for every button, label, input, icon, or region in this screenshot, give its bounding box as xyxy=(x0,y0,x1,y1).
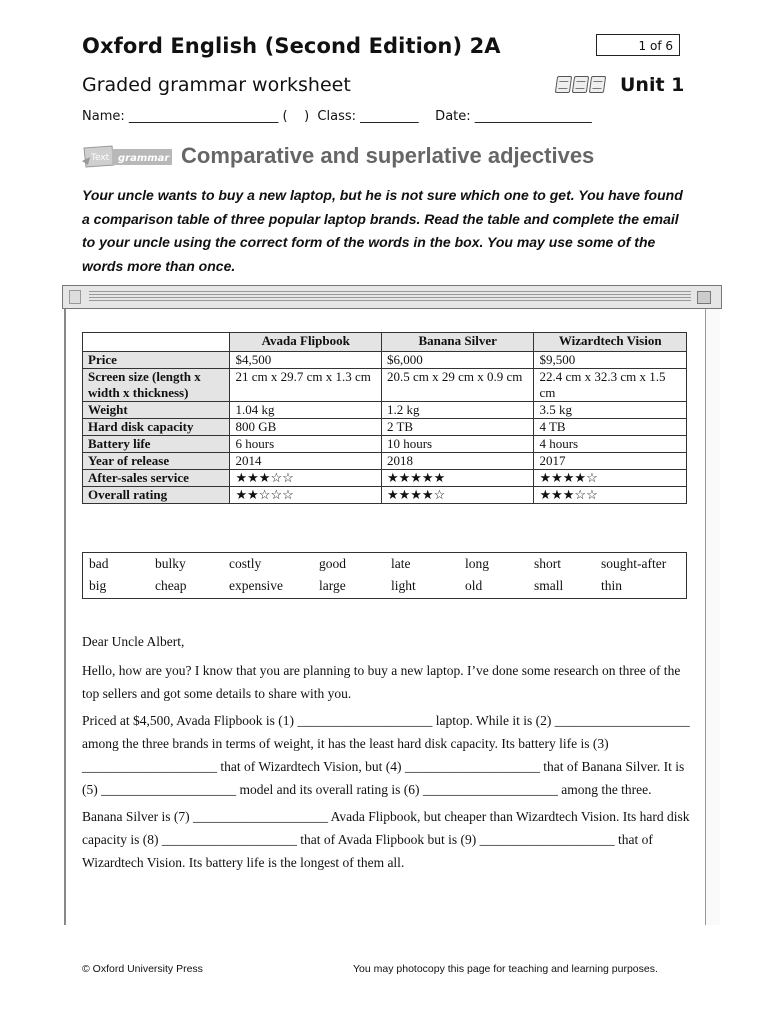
table-header: Wizardtech Vision xyxy=(534,333,687,352)
unit-level-icons xyxy=(556,76,605,93)
table-cell: 2017 xyxy=(534,453,687,470)
row-label: Hard disk capacity xyxy=(83,419,230,436)
table-row xyxy=(83,369,687,402)
letter-greeting: Dear Uncle Albert, xyxy=(82,634,185,649)
table-header: Banana Silver xyxy=(381,333,533,352)
comparison-table xyxy=(82,332,687,504)
table-row xyxy=(83,487,687,504)
table-cell: 1.2 kg xyxy=(381,402,533,419)
word-item: bulky xyxy=(155,556,186,571)
window-menu-icon xyxy=(69,290,81,304)
table-row xyxy=(83,402,687,419)
row-label: Price xyxy=(83,352,230,369)
table-row xyxy=(83,453,687,470)
footer-copyright: © Oxford University Press xyxy=(82,963,203,975)
word-item: cheap xyxy=(155,578,187,593)
letter-paragraph: Banana Silver is (7) ____________________ Avada Flipbook, but cheaper than Wizardtech Vision. Its hard disk capacity is (8) ____________________ that of Avada Flipbook but is (9) ____________________ that of Wizardtech Vision. Its battery life is the longest of them all. xyxy=(82,809,690,870)
word-item: large xyxy=(319,578,346,593)
letter-paragraph: Priced at $4,500, Avada Flipbook is (1) ____________________ laptop. While it is (2) ____________________ among the three brands in terms of weight, it has the least hard disk capacity. Its battery life is (3) ____________________ that of Wizardtech Vision, but (4) ____________________ that of Banana Silver. It is (5) ____________________ model and its overall rating is (6) ____________________ among the three. xyxy=(82,713,690,797)
table-cell: 2018 xyxy=(381,453,533,470)
star-rating: ★★★☆☆ xyxy=(534,487,687,504)
table-header-empty xyxy=(83,333,230,352)
row-label: Screen size (length x width x thickness) xyxy=(83,369,230,402)
table-cell: 22.4 cm x 32.3 cm x 1.5 cm xyxy=(534,369,687,402)
book-icon xyxy=(555,76,572,93)
unit-label: Unit 1 xyxy=(620,74,685,96)
star-rating: ★★★☆☆ xyxy=(230,470,381,487)
table-cell: 800 GB xyxy=(230,419,381,436)
badge-text: Text xyxy=(91,153,110,163)
table-cell: $6,000 xyxy=(381,352,533,369)
row-label: Battery life xyxy=(83,436,230,453)
table-header-row xyxy=(83,333,687,352)
table-cell: 4 hours xyxy=(534,436,687,453)
table-cell: 10 hours xyxy=(381,436,533,453)
badge-grammar-text: grammar xyxy=(118,153,170,164)
section-title: Comparative and superlative adjectives xyxy=(181,143,595,168)
word-item: sought-after xyxy=(601,556,667,571)
table-cell: 4 TB xyxy=(534,419,687,436)
table-cell: 1.04 kg xyxy=(230,402,381,419)
word-item: big xyxy=(89,578,107,593)
table-row xyxy=(83,419,687,436)
table-cell: $4,500 xyxy=(230,352,381,369)
word-box xyxy=(82,552,687,599)
window-button-icon xyxy=(697,291,711,304)
worksheet-subtitle: Graded grammar worksheet xyxy=(82,74,351,96)
row-label: Overall rating xyxy=(83,487,230,504)
word-item: short xyxy=(534,556,561,571)
row-label: After-sales service xyxy=(83,470,230,487)
word-item: late xyxy=(391,556,411,571)
word-item: good xyxy=(319,556,346,571)
book-icon xyxy=(589,76,606,93)
worksheet-title: Oxford English (Second Edition) 2A xyxy=(82,34,501,58)
footer-note: You may photocopy this page for teaching and learning purposes. xyxy=(353,963,658,975)
word-item: old xyxy=(465,578,483,593)
table-row xyxy=(83,352,687,369)
star-rating: ★★★★☆ xyxy=(534,470,687,487)
letter-paragraph: Hello, how are you? I know that you are planning to buy a new laptop. I’ve done some research on three of the top sellers and got some details to share with you. xyxy=(82,663,681,701)
table-header: Avada Flipbook xyxy=(230,333,381,352)
table-row xyxy=(83,470,687,487)
window-title-bar xyxy=(62,285,722,309)
scrollbar xyxy=(705,309,720,925)
star-rating: ★★☆☆☆ xyxy=(230,487,381,504)
word-item: thin xyxy=(601,578,623,593)
table-cell: 6 hours xyxy=(230,436,381,453)
word-item: costly xyxy=(229,556,262,571)
word-item: expensive xyxy=(229,578,283,593)
table-cell: 20.5 cm x 29 cm x 0.9 cm xyxy=(381,369,533,402)
star-rating: ★★★★☆ xyxy=(381,487,533,504)
table-cell: 3.5 kg xyxy=(534,402,687,419)
row-label: Year of release xyxy=(83,453,230,470)
title-bar-grip xyxy=(89,291,691,303)
table-row xyxy=(83,436,687,453)
table-cell: 2 TB xyxy=(381,419,533,436)
word-item: long xyxy=(465,556,490,571)
instructions: Your uncle wants to buy a new laptop, but he is not sure which one to get. You have found a comparison table of three popular laptop brands. Read the table and complete the email to your uncle using the correct form of the words in the box. You may use some of the words more than once. xyxy=(82,187,683,274)
page-indicator: 1 of 6 xyxy=(596,34,680,56)
table-cell: $9,500 xyxy=(534,352,687,369)
word-item: small xyxy=(534,578,564,593)
book-icon xyxy=(572,76,589,93)
name-class-date-line: Name: _______________________ ( ) Class: _________ Date: __________________ xyxy=(82,109,592,124)
word-item: bad xyxy=(89,556,109,571)
email-letter xyxy=(82,630,692,878)
text-grammar-badge xyxy=(82,143,172,169)
star-rating: ★★★★★ xyxy=(381,470,533,487)
word-item: light xyxy=(391,578,416,593)
table-cell: 21 cm x 29.7 cm x 1.3 cm xyxy=(230,369,381,402)
table-cell: 2014 xyxy=(230,453,381,470)
row-label: Weight xyxy=(83,402,230,419)
